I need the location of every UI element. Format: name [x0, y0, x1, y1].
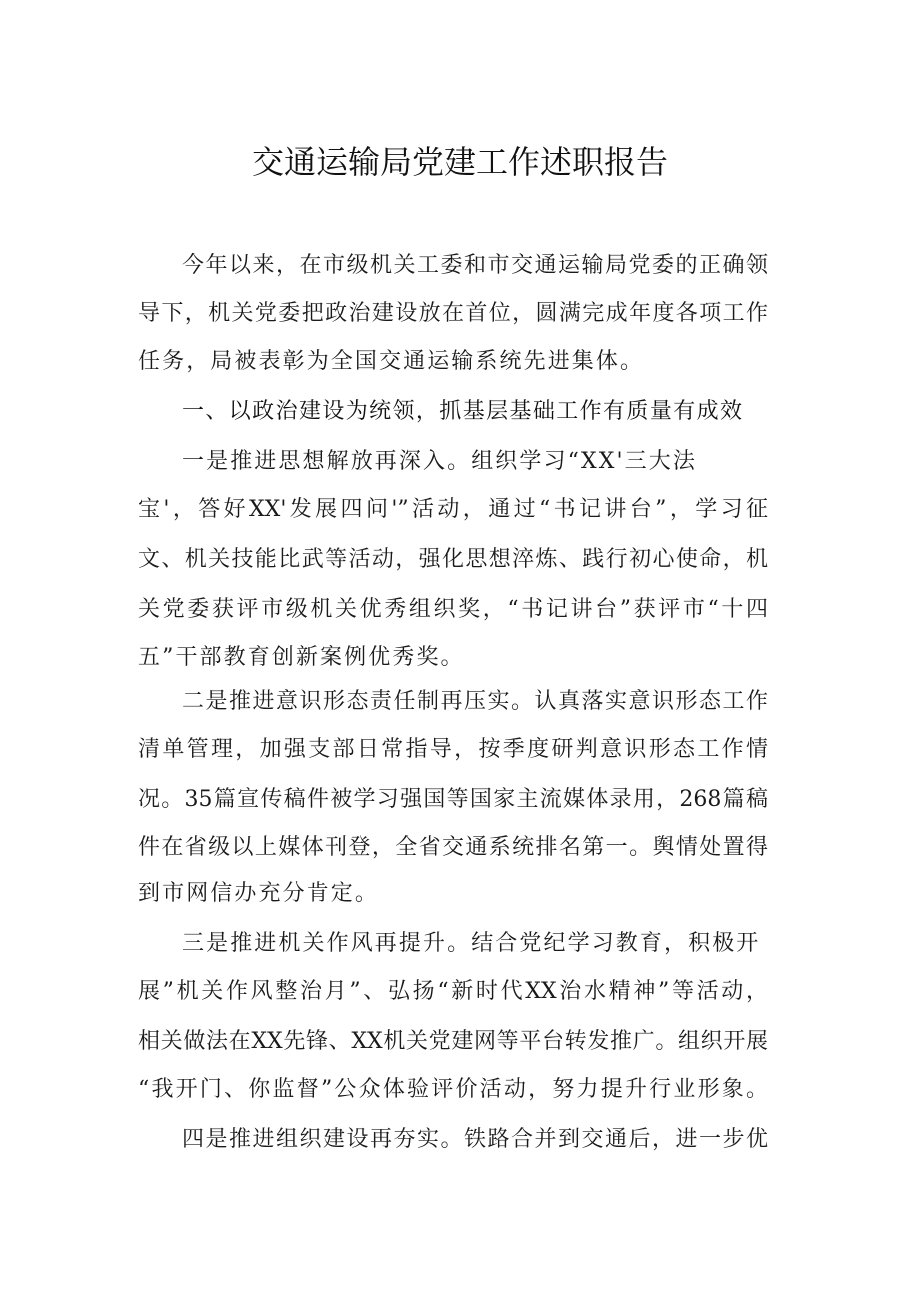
- paragraph-line: 四是推进组织建设再夯实。铁路合并到交通后，进一步优: [182, 1127, 768, 1152]
- paragraph-line: 五”干部教育创新案例优秀奖。: [138, 645, 465, 670]
- intro-line: 今年以来，在市级机关工委和市交通运输局党委的正确领: [182, 253, 768, 278]
- paragraph-line: 清单管理，加强支部日常指导，按季度研判意识形态工作情: [138, 737, 768, 762]
- intro-line: 导下，机关党委把政治建设放在首位，圆满完成年度各项工作: [138, 301, 768, 326]
- paragraph-line: 相关做法在XX先锋、XX机关党建网等平台转发推广。组织开展: [138, 1029, 768, 1054]
- page-title: 交通运输局党建工作述职报告: [251, 143, 668, 181]
- paragraph-line: 三是推进机关作风再提升。结合党纪学习教育，积极开: [182, 931, 761, 956]
- paragraph-line: “我开门、你监督”公众体验评价活动，努力提升行业形象。: [138, 1077, 768, 1102]
- paragraph-line: 关党委获评市级机关优秀组织奖，“书记讲台”获评市“十四: [138, 597, 768, 622]
- paragraph-line: 况。35篇宣传稿件被学习强国等国家主流媒体录用，268篇稿: [138, 787, 768, 812]
- paragraph-line: 二是推进意识形态责任制再压实。认真落实意识形态工作: [182, 689, 768, 714]
- section-heading: 一、以政治建设为统领，抓基层基础工作有质量有成效: [182, 399, 742, 424]
- paragraph-line: 一是推进思想解放再深入。组织学习“XX'三大法: [182, 449, 697, 474]
- paragraph-line: 件在省级以上媒体刊登，全省交通系统排名第一。舆情处置得: [138, 835, 768, 860]
- paragraph-line: 文、机关技能比武等活动，强化思想淬炼、践行初心使命，机: [138, 547, 768, 572]
- paragraph-line: 宝'，答好XX'发展四问'”活动，通过“书记讲台”，学习征: [138, 497, 768, 522]
- paragraph-line: 到市网信办充分肯定。: [138, 881, 380, 906]
- intro-line: 任务，局被表彰为全国交通运输系统先进集体。: [138, 349, 645, 374]
- paragraph-line: 展”机关作风整治月”、弘扬“新时代XX治水精神”等活动，: [138, 979, 768, 1004]
